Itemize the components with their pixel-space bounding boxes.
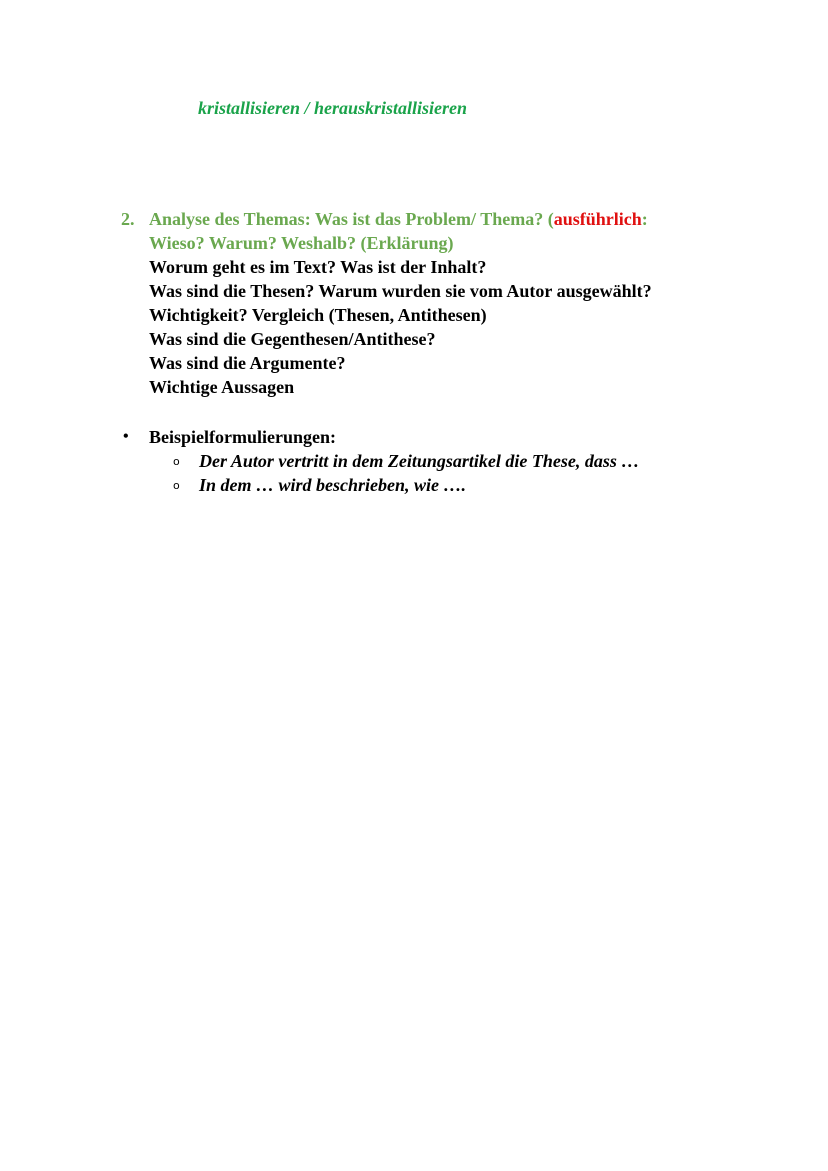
example-sublist	[173, 449, 639, 497]
section-number: 2.	[121, 209, 135, 229]
example-sentence: Der Autor vertritt in dem Zeitungsartikel die These, dass …	[199, 451, 640, 471]
question-line: Wichtigkeit? Vergleich (Thesen, Antithesen)	[149, 305, 487, 325]
list-item	[121, 425, 639, 449]
example-sentence: In dem … wird beschrieben, wie ….	[199, 475, 467, 495]
heading-emphasis: ausführlich	[553, 209, 642, 229]
question-line: Worum geht es im Text? Was ist der Inhalt?	[149, 257, 487, 277]
list-item	[173, 449, 639, 473]
question-line: Was sind die Argumente?	[149, 353, 346, 373]
section-2	[121, 207, 652, 399]
question-line: Was sind die Gegenthesen/Antithese?	[149, 329, 436, 349]
examples-list	[121, 425, 639, 497]
circle-bullet-icon: o	[173, 479, 180, 492]
section-heading-line2: Wieso? Warum? Weshalb? (Erklärung)	[149, 233, 454, 253]
question-line: Was sind die Thesen? Warum wurden sie vom Autor ausgewählt?	[149, 281, 652, 301]
section-heading	[149, 207, 652, 231]
heading-part1: Analyse des Themas: Was ist das Problem/ Thema? (	[149, 209, 554, 229]
circle-bullet-icon: o	[173, 455, 180, 468]
heading-part2: :	[641, 209, 648, 229]
list-item	[173, 473, 639, 497]
section-body	[149, 207, 652, 399]
question-line: Wichtige Aussagen	[149, 377, 295, 397]
bullet-label: Beispielformulierungen:	[149, 427, 336, 447]
verb-pair-line: kristallisieren / herauskristallisieren	[198, 98, 468, 118]
bullet-icon: •	[123, 428, 129, 445]
